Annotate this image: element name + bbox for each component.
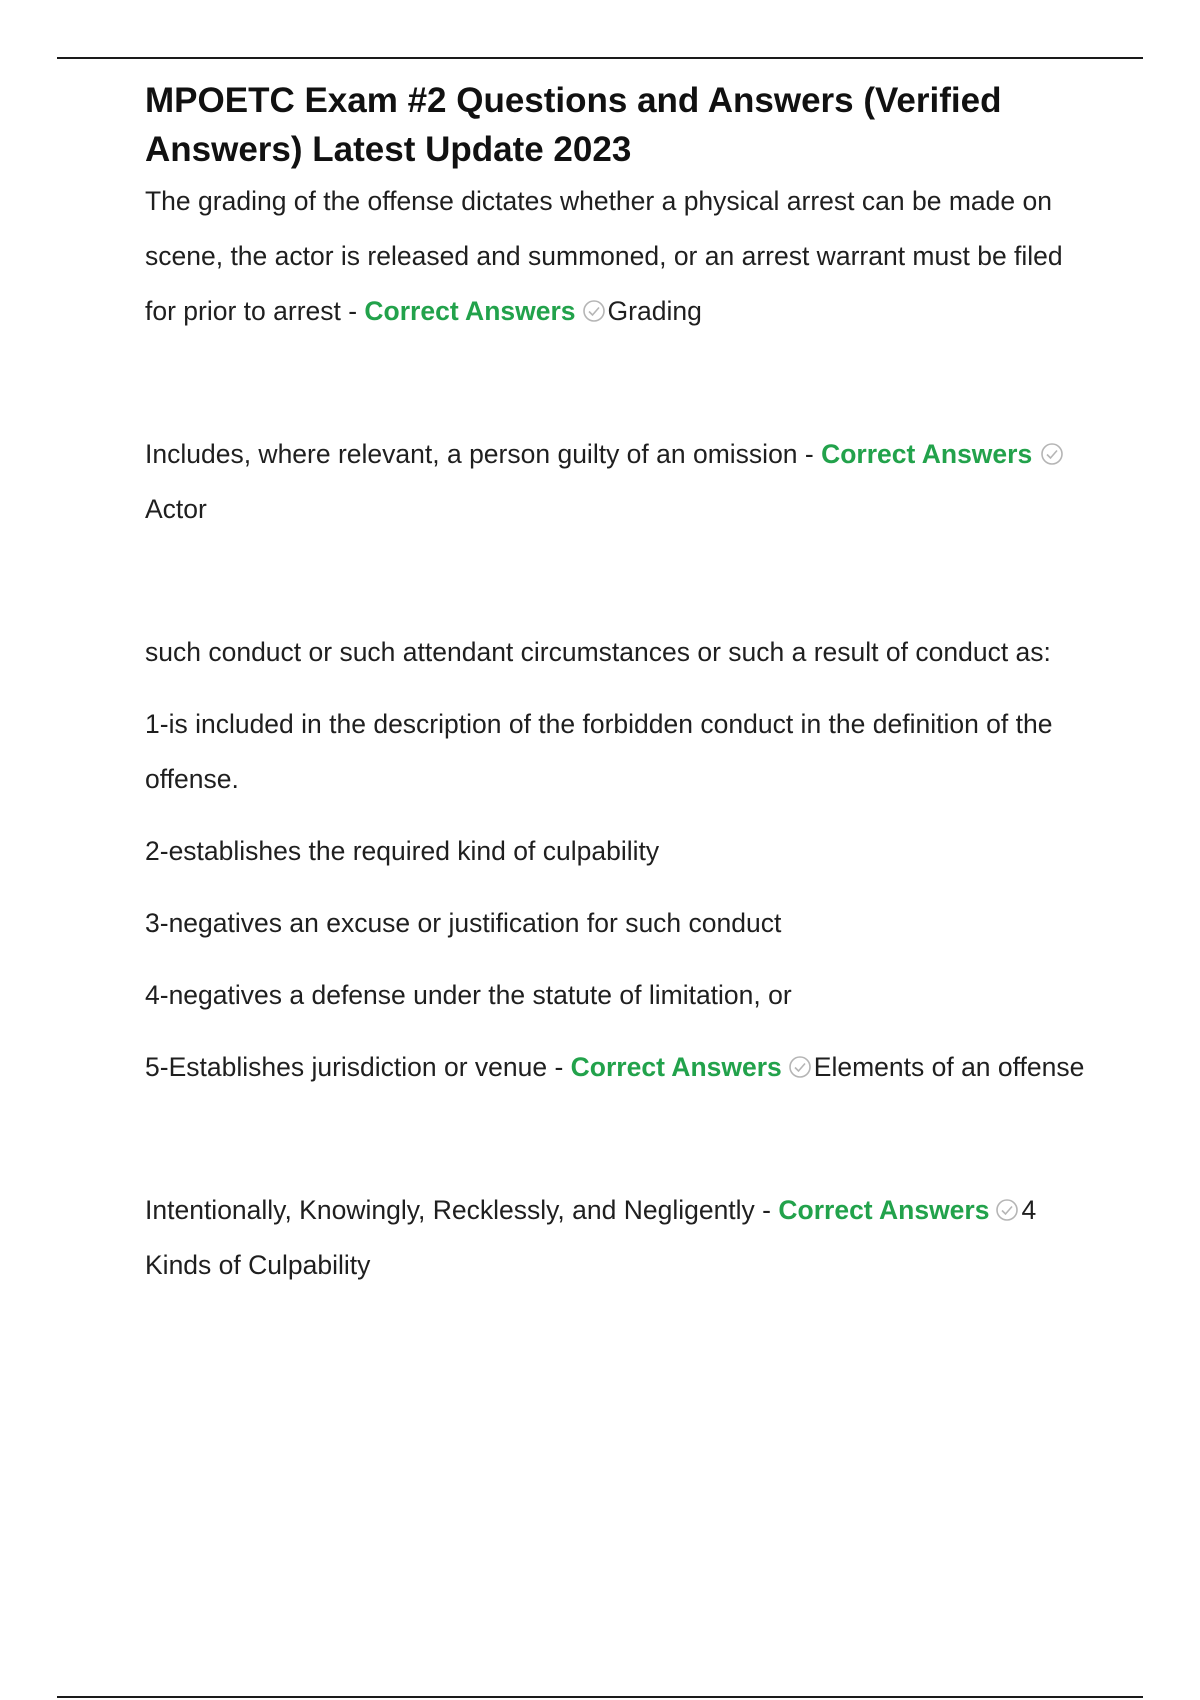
check-circle-icon	[1040, 442, 1064, 466]
correct-answers-label: Correct Answers	[821, 439, 1033, 469]
answer-text: Grading	[607, 296, 702, 326]
qa-item	[145, 427, 1095, 537]
question-line: 4-negatives a defense under the statute of limitation, or	[145, 980, 792, 1010]
question-text: The grading of the offense dictates whether a physical arrest can be made on scene, the actor is released and summoned, or an arrest warrant must be filed for prior to arrest -	[145, 186, 1063, 326]
answer-text: Actor	[145, 494, 207, 524]
qa-item	[145, 174, 1095, 339]
question-line: such conduct or such attendant circumstances or such a result of conduct as:	[145, 637, 1051, 667]
qa-item	[145, 1040, 1095, 1095]
answer-text: Elements of an offense	[813, 1052, 1085, 1082]
check-circle-icon	[788, 1055, 812, 1079]
top-rule	[57, 57, 1143, 59]
question-text: Intentionally, Knowingly, Recklessly, and Negligently -	[145, 1195, 779, 1225]
check-circle-icon	[582, 299, 606, 323]
correct-answers-label: Correct Answers	[570, 1052, 782, 1082]
question-text: Includes, where relevant, a person guilty of an omission -	[145, 439, 822, 469]
question-line: 2-establishes the required kind of culpability	[145, 836, 660, 866]
document-body	[145, 76, 1095, 1293]
correct-answers-label: Correct Answers	[778, 1195, 990, 1225]
check-circle-icon	[995, 1198, 1019, 1222]
bottom-rule	[57, 1696, 1143, 1698]
qa-item	[145, 1183, 1095, 1293]
document-title: MPOETC Exam #2 Questions and Answers (Verified Answers) Latest Update 2023	[145, 81, 1002, 169]
question-line: 1-is included in the description of the forbidden conduct in the definition of the offense.	[145, 709, 1053, 794]
question-line: 3-negatives an excuse or justification for such conduct	[145, 908, 782, 938]
answer-text: 4 Kinds of Culpability	[145, 1195, 1037, 1280]
question-text: 5-Establishes jurisdiction or venue -	[145, 1052, 571, 1082]
correct-answers-label: Correct Answers	[364, 296, 576, 326]
